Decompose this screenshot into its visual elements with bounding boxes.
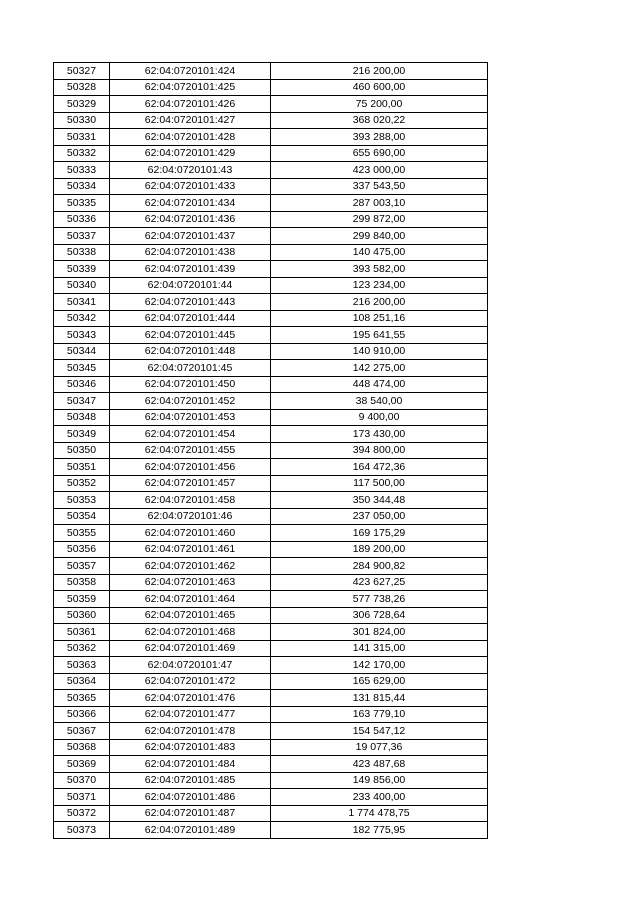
row-number-cell: 50353 bbox=[54, 492, 110, 509]
row-number-cell: 50333 bbox=[54, 162, 110, 179]
table-row bbox=[54, 261, 488, 278]
cadastral-number-cell: 62:04:0720101:477 bbox=[110, 706, 271, 723]
value-cell: 299 872,00 bbox=[271, 211, 488, 228]
cadastral-number-cell: 62:04:0720101:455 bbox=[110, 442, 271, 459]
value-cell: 337 543,50 bbox=[271, 178, 488, 195]
value-cell: 284 900,82 bbox=[271, 558, 488, 575]
row-number-cell: 50344 bbox=[54, 343, 110, 360]
value-cell: 1 774 478,75 bbox=[271, 805, 488, 822]
table-row bbox=[54, 327, 488, 344]
value-cell: 38 540,00 bbox=[271, 393, 488, 410]
row-number-cell: 50347 bbox=[54, 393, 110, 410]
value-cell: 189 200,00 bbox=[271, 541, 488, 558]
value-cell: 394 800,00 bbox=[271, 442, 488, 459]
value-cell: 142 170,00 bbox=[271, 657, 488, 674]
value-cell: 142 275,00 bbox=[271, 360, 488, 377]
value-cell: 141 315,00 bbox=[271, 640, 488, 657]
table-row bbox=[54, 228, 488, 245]
table-row bbox=[54, 393, 488, 410]
table-row bbox=[54, 508, 488, 525]
cadastral-number-cell: 62:04:0720101:465 bbox=[110, 607, 271, 624]
table-row bbox=[54, 822, 488, 839]
cadastral-number-cell: 62:04:0720101:486 bbox=[110, 789, 271, 806]
value-cell: 165 629,00 bbox=[271, 673, 488, 690]
cadastral-number-cell: 62:04:0720101:457 bbox=[110, 475, 271, 492]
row-number-cell: 50336 bbox=[54, 211, 110, 228]
cadastral-number-cell: 62:04:0720101:476 bbox=[110, 690, 271, 707]
row-number-cell: 50365 bbox=[54, 690, 110, 707]
cadastral-number-cell: 62:04:0720101:445 bbox=[110, 327, 271, 344]
row-number-cell: 50330 bbox=[54, 112, 110, 129]
value-cell: 448 474,00 bbox=[271, 376, 488, 393]
table-row bbox=[54, 195, 488, 212]
row-number-cell: 50339 bbox=[54, 261, 110, 278]
table-row bbox=[54, 409, 488, 426]
value-cell: 287 003,10 bbox=[271, 195, 488, 212]
cadastral-number-cell: 62:04:0720101:483 bbox=[110, 739, 271, 756]
table-row bbox=[54, 525, 488, 542]
data-table bbox=[53, 62, 488, 839]
value-cell: 350 344,48 bbox=[271, 492, 488, 509]
cadastral-number-cell: 62:04:0720101:437 bbox=[110, 228, 271, 245]
value-cell: 655 690,00 bbox=[271, 145, 488, 162]
row-number-cell: 50350 bbox=[54, 442, 110, 459]
value-cell: 233 400,00 bbox=[271, 789, 488, 806]
table-row bbox=[54, 442, 488, 459]
cadastral-number-cell: 62:04:0720101:45 bbox=[110, 360, 271, 377]
value-cell: 108 251,16 bbox=[271, 310, 488, 327]
row-number-cell: 50329 bbox=[54, 96, 110, 113]
row-number-cell: 50361 bbox=[54, 624, 110, 641]
table-row bbox=[54, 360, 488, 377]
row-number-cell: 50364 bbox=[54, 673, 110, 690]
row-number-cell: 50355 bbox=[54, 525, 110, 542]
value-cell: 393 288,00 bbox=[271, 129, 488, 146]
row-number-cell: 50351 bbox=[54, 459, 110, 476]
value-cell: 577 738,26 bbox=[271, 591, 488, 608]
cadastral-number-cell: 62:04:0720101:468 bbox=[110, 624, 271, 641]
cadastral-number-cell: 62:04:0720101:456 bbox=[110, 459, 271, 476]
table-row bbox=[54, 426, 488, 443]
value-cell: 169 175,29 bbox=[271, 525, 488, 542]
value-cell: 216 200,00 bbox=[271, 63, 488, 80]
value-cell: 306 728,64 bbox=[271, 607, 488, 624]
cadastral-number-cell: 62:04:0720101:453 bbox=[110, 409, 271, 426]
row-number-cell: 50358 bbox=[54, 574, 110, 591]
table-row bbox=[54, 112, 488, 129]
table-row bbox=[54, 63, 488, 80]
table-row bbox=[54, 79, 488, 96]
cadastral-number-cell: 62:04:0720101:448 bbox=[110, 343, 271, 360]
value-cell: 131 815,44 bbox=[271, 690, 488, 707]
cadastral-number-cell: 62:04:0720101:438 bbox=[110, 244, 271, 261]
row-number-cell: 50369 bbox=[54, 756, 110, 773]
cadastral-number-cell: 62:04:0720101:462 bbox=[110, 558, 271, 575]
cadastral-number-cell: 62:04:0720101:444 bbox=[110, 310, 271, 327]
cadastral-number-cell: 62:04:0720101:485 bbox=[110, 772, 271, 789]
table-row bbox=[54, 277, 488, 294]
value-cell: 195 641,55 bbox=[271, 327, 488, 344]
value-cell: 423 627,25 bbox=[271, 574, 488, 591]
cadastral-number-cell: 62:04:0720101:460 bbox=[110, 525, 271, 542]
table-row bbox=[54, 591, 488, 608]
row-number-cell: 50371 bbox=[54, 789, 110, 806]
cadastral-number-cell: 62:04:0720101:478 bbox=[110, 723, 271, 740]
table-row bbox=[54, 310, 488, 327]
value-cell: 140 475,00 bbox=[271, 244, 488, 261]
value-cell: 423 487,68 bbox=[271, 756, 488, 773]
value-cell: 149 856,00 bbox=[271, 772, 488, 789]
value-cell: 117 500,00 bbox=[271, 475, 488, 492]
row-number-cell: 50357 bbox=[54, 558, 110, 575]
row-number-cell: 50368 bbox=[54, 739, 110, 756]
value-cell: 216 200,00 bbox=[271, 294, 488, 311]
table-row bbox=[54, 706, 488, 723]
value-cell: 163 779,10 bbox=[271, 706, 488, 723]
cadastral-number-cell: 62:04:0720101:46 bbox=[110, 508, 271, 525]
table-row bbox=[54, 129, 488, 146]
table-row bbox=[54, 475, 488, 492]
cadastral-number-cell: 62:04:0720101:463 bbox=[110, 574, 271, 591]
row-number-cell: 50362 bbox=[54, 640, 110, 657]
table-row bbox=[54, 459, 488, 476]
cadastral-number-cell: 62:04:0720101:452 bbox=[110, 393, 271, 410]
value-cell: 173 430,00 bbox=[271, 426, 488, 443]
table-row bbox=[54, 294, 488, 311]
row-number-cell: 50338 bbox=[54, 244, 110, 261]
cadastral-number-cell: 62:04:0720101:424 bbox=[110, 63, 271, 80]
document-page bbox=[53, 62, 487, 839]
row-number-cell: 50354 bbox=[54, 508, 110, 525]
row-number-cell: 50360 bbox=[54, 607, 110, 624]
table-row bbox=[54, 607, 488, 624]
row-number-cell: 50332 bbox=[54, 145, 110, 162]
row-number-cell: 50346 bbox=[54, 376, 110, 393]
cadastral-number-cell: 62:04:0720101:427 bbox=[110, 112, 271, 129]
table-row bbox=[54, 739, 488, 756]
table-row bbox=[54, 244, 488, 261]
cadastral-number-cell: 62:04:0720101:461 bbox=[110, 541, 271, 558]
table-row bbox=[54, 789, 488, 806]
cadastral-number-cell: 62:04:0720101:469 bbox=[110, 640, 271, 657]
value-cell: 299 840,00 bbox=[271, 228, 488, 245]
table-row bbox=[54, 343, 488, 360]
value-cell: 154 547,12 bbox=[271, 723, 488, 740]
table-row bbox=[54, 640, 488, 657]
row-number-cell: 50349 bbox=[54, 426, 110, 443]
cadastral-number-cell: 62:04:0720101:429 bbox=[110, 145, 271, 162]
cadastral-number-cell: 62:04:0720101:47 bbox=[110, 657, 271, 674]
row-number-cell: 50363 bbox=[54, 657, 110, 674]
table-row bbox=[54, 96, 488, 113]
table-row bbox=[54, 690, 488, 707]
row-number-cell: 50337 bbox=[54, 228, 110, 245]
row-number-cell: 50328 bbox=[54, 79, 110, 96]
value-cell: 368 020,22 bbox=[271, 112, 488, 129]
row-number-cell: 50366 bbox=[54, 706, 110, 723]
table-row bbox=[54, 673, 488, 690]
row-number-cell: 50327 bbox=[54, 63, 110, 80]
row-number-cell: 50340 bbox=[54, 277, 110, 294]
table-row bbox=[54, 541, 488, 558]
table-row bbox=[54, 805, 488, 822]
cadastral-number-cell: 62:04:0720101:433 bbox=[110, 178, 271, 195]
value-cell: 19 077,36 bbox=[271, 739, 488, 756]
row-number-cell: 50359 bbox=[54, 591, 110, 608]
cadastral-number-cell: 62:04:0720101:44 bbox=[110, 277, 271, 294]
table-row bbox=[54, 756, 488, 773]
row-number-cell: 50348 bbox=[54, 409, 110, 426]
cadastral-number-cell: 62:04:0720101:43 bbox=[110, 162, 271, 179]
cadastral-number-cell: 62:04:0720101:472 bbox=[110, 673, 271, 690]
row-number-cell: 50352 bbox=[54, 475, 110, 492]
value-cell: 237 050,00 bbox=[271, 508, 488, 525]
table-row bbox=[54, 574, 488, 591]
table-row bbox=[54, 492, 488, 509]
table-row bbox=[54, 178, 488, 195]
cadastral-number-cell: 62:04:0720101:425 bbox=[110, 79, 271, 96]
value-cell: 164 472,36 bbox=[271, 459, 488, 476]
row-number-cell: 50343 bbox=[54, 327, 110, 344]
cadastral-number-cell: 62:04:0720101:436 bbox=[110, 211, 271, 228]
value-cell: 301 824,00 bbox=[271, 624, 488, 641]
value-cell: 460 600,00 bbox=[271, 79, 488, 96]
row-number-cell: 50367 bbox=[54, 723, 110, 740]
cadastral-number-cell: 62:04:0720101:428 bbox=[110, 129, 271, 146]
cadastral-number-cell: 62:04:0720101:426 bbox=[110, 96, 271, 113]
table-row bbox=[54, 162, 488, 179]
row-number-cell: 50373 bbox=[54, 822, 110, 839]
cadastral-number-cell: 62:04:0720101:439 bbox=[110, 261, 271, 278]
cadastral-number-cell: 62:04:0720101:464 bbox=[110, 591, 271, 608]
cadastral-number-cell: 62:04:0720101:454 bbox=[110, 426, 271, 443]
row-number-cell: 50356 bbox=[54, 541, 110, 558]
table-row bbox=[54, 211, 488, 228]
row-number-cell: 50370 bbox=[54, 772, 110, 789]
row-number-cell: 50335 bbox=[54, 195, 110, 212]
table-body bbox=[54, 63, 488, 839]
table-row bbox=[54, 772, 488, 789]
row-number-cell: 50345 bbox=[54, 360, 110, 377]
table-row bbox=[54, 723, 488, 740]
cadastral-number-cell: 62:04:0720101:434 bbox=[110, 195, 271, 212]
row-number-cell: 50331 bbox=[54, 129, 110, 146]
row-number-cell: 50342 bbox=[54, 310, 110, 327]
value-cell: 182 775,95 bbox=[271, 822, 488, 839]
cadastral-number-cell: 62:04:0720101:487 bbox=[110, 805, 271, 822]
row-number-cell: 50334 bbox=[54, 178, 110, 195]
cadastral-number-cell: 62:04:0720101:450 bbox=[110, 376, 271, 393]
value-cell: 423 000,00 bbox=[271, 162, 488, 179]
value-cell: 9 400,00 bbox=[271, 409, 488, 426]
table-row bbox=[54, 624, 488, 641]
value-cell: 123 234,00 bbox=[271, 277, 488, 294]
table-row bbox=[54, 558, 488, 575]
table-row bbox=[54, 145, 488, 162]
cadastral-number-cell: 62:04:0720101:443 bbox=[110, 294, 271, 311]
cadastral-number-cell: 62:04:0720101:458 bbox=[110, 492, 271, 509]
cadastral-number-cell: 62:04:0720101:484 bbox=[110, 756, 271, 773]
table-row bbox=[54, 376, 488, 393]
table-row bbox=[54, 657, 488, 674]
row-number-cell: 50341 bbox=[54, 294, 110, 311]
cadastral-number-cell: 62:04:0720101:489 bbox=[110, 822, 271, 839]
value-cell: 140 910,00 bbox=[271, 343, 488, 360]
row-number-cell: 50372 bbox=[54, 805, 110, 822]
value-cell: 393 582,00 bbox=[271, 261, 488, 278]
value-cell: 75 200,00 bbox=[271, 96, 488, 113]
